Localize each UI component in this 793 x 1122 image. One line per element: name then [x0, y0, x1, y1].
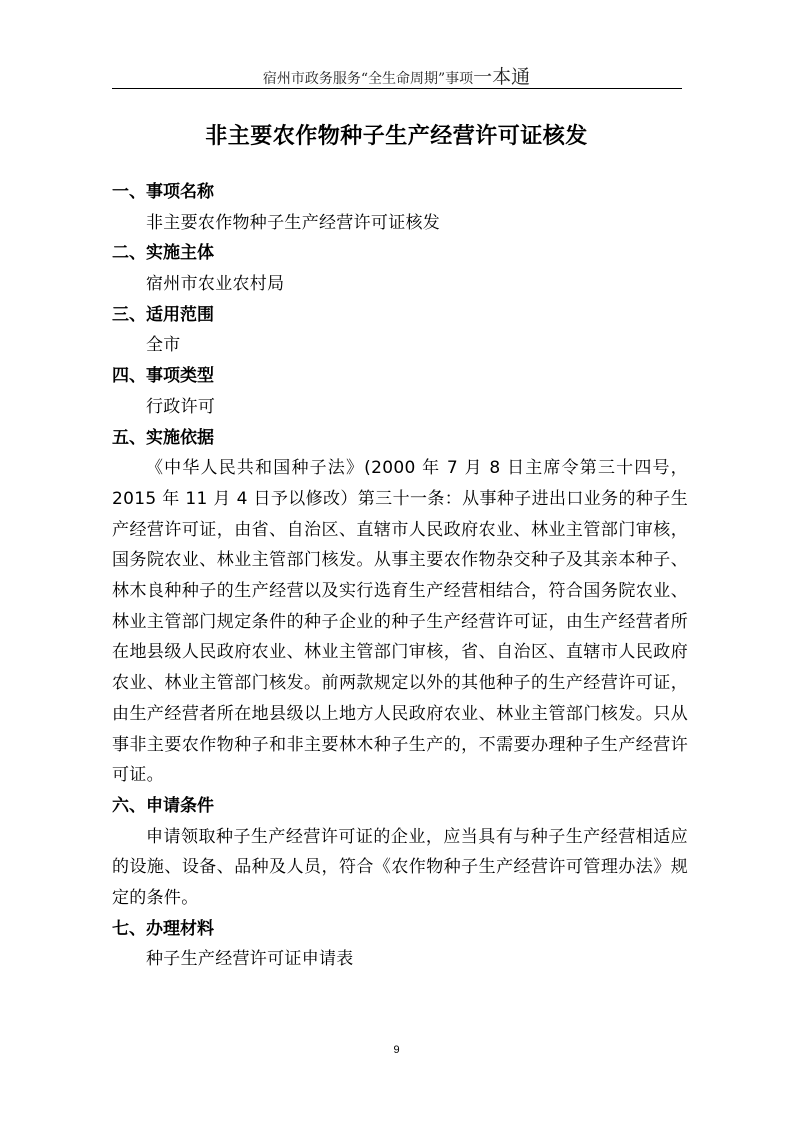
- page-header: [0, 62, 793, 89]
- document-body: [112, 177, 688, 975]
- section-paragraph: 《中华人民共和国种子法》(2000 年 7 月 8 日主席令第三十四号，2015 年 11 月 4 日予以修改）第三十一条：从事种子进出口业务的种子生产经营许可证，由省、自治区、直辖市人民政府农业、林业主管部门审核，国务院农业、林业主管部门核发。从事主要农作物杂交种子及其亲本种子、林木良种种子的生产经营以及实行选育生产经营相结合，符合国务院农业、林业主管部门规定条件的种子企业的种子生产经营许可证，由生产经营者所在地县级人民政府农业、林业主管部门审核，省、自治区、直辖市人民政府农业、林业主管部门核发。前两款规定以外的其他种子的生产经营许可证，由生产经营者所在地县级以上地方人民政府农业、林业主管部门核发。只从事非主要农作物种子和非主要林木种子生产的，不需要办理种子生产经营许可证。: [112, 458, 688, 786]
- section-implementing-body: [112, 238, 688, 299]
- header-big-text: 一本通: [473, 66, 531, 88]
- section-heading: 一、事项名称: [112, 182, 214, 202]
- section-paragraph: 非主要农作物种子生产经营许可证核发: [146, 212, 441, 233]
- section-heading: 七、办理材料: [112, 918, 214, 939]
- section-paragraph: 全市: [146, 335, 181, 356]
- header-rule: [112, 88, 682, 89]
- section-paragraph: 宿州市农业农村局: [146, 274, 285, 295]
- section-heading: 二、实施主体: [112, 243, 214, 264]
- section-item-type: [112, 361, 688, 422]
- section-item-name: [112, 177, 688, 238]
- section-heading: 四、事项类型: [112, 366, 214, 387]
- section-paragraph: 行政许可: [146, 396, 216, 417]
- page-number: 9: [393, 1044, 400, 1056]
- section-conditions: [112, 791, 688, 914]
- document-title: 非主要农作物种子生产经营许可证核发: [205, 124, 588, 149]
- section-paragraph: 种子生产经营许可证申请表: [146, 949, 354, 970]
- section-scope: [112, 300, 688, 361]
- section-heading: 六、申请条件: [112, 795, 214, 816]
- section-legal-basis: [112, 423, 688, 791]
- section-heading: 三、适用范围: [112, 304, 214, 325]
- header-text: 宿州市政务服务“全生命周期”事项: [262, 71, 474, 87]
- section-paragraph: 申请领取种子生产经营许可证的企业，应当具有与种子生产经营相适应的设施、设备、品种及人员，符合《农作物种子生产经营许可管理办法》规定的条件。: [112, 826, 688, 909]
- section-heading: 五、实施依据: [112, 427, 214, 448]
- section-materials: [112, 914, 688, 975]
